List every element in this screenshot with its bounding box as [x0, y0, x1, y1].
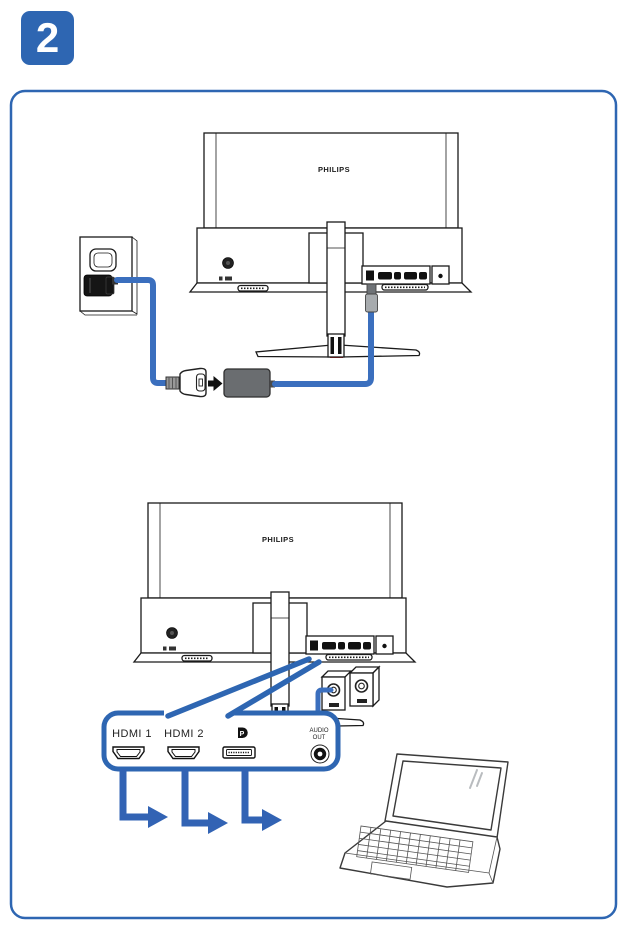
- philips-logo-bottom: PHILIPS: [262, 535, 294, 544]
- hdmi2-label: HDMI 2: [164, 728, 204, 740]
- philips-logo-top: PHILIPS: [318, 165, 350, 174]
- dc-connector: [366, 284, 378, 312]
- svg-text:P: P: [239, 730, 245, 738]
- wall-outlet: [80, 237, 137, 315]
- displayport-arrow: [245, 769, 262, 820]
- hdmi2-arrow: [185, 769, 208, 823]
- hdmi1-label: HDMI 1: [112, 728, 152, 740]
- connection-arrows: [123, 769, 282, 834]
- power-plug-in-outlet: [84, 275, 118, 296]
- step-number: 2: [35, 14, 60, 61]
- audio-jack-icon: [311, 745, 329, 763]
- hdmi2-port-icon: [168, 747, 199, 759]
- audio-out-label-line1: AUDIO: [309, 728, 329, 734]
- ac-adapter: [224, 369, 275, 397]
- power-connection-diagram: [80, 133, 471, 397]
- hdmi1-arrow: [123, 769, 148, 817]
- laptop: [340, 754, 508, 887]
- insert-arrow-icon: [208, 376, 223, 391]
- power-cord-plug: [166, 368, 206, 396]
- ports-callout-box: [104, 659, 338, 769]
- hdmi1-port-icon: [113, 747, 144, 759]
- audio-out-label-line2: OUT: [312, 735, 326, 741]
- source-connection-diagram: [104, 503, 508, 887]
- power-cable-right: [275, 312, 371, 384]
- displayport-icon: [223, 747, 255, 758]
